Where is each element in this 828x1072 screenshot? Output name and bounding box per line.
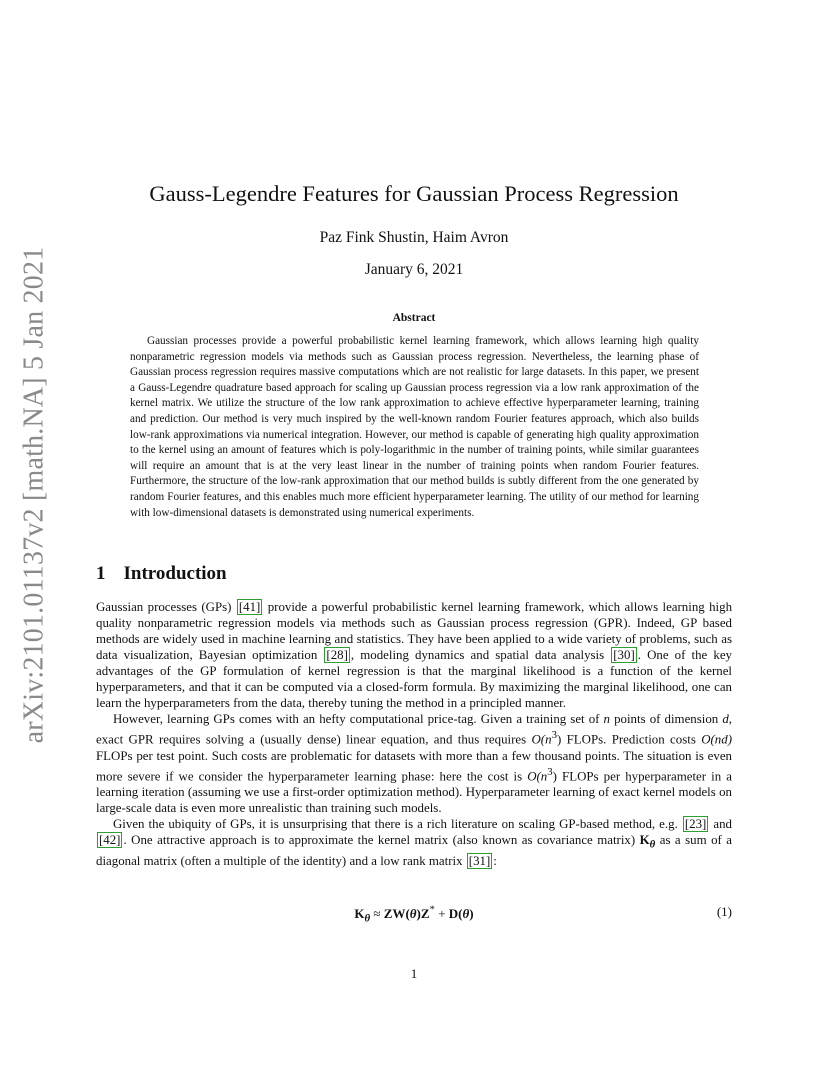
abstract-text: Gaussian processes provide a powerful probabilistic kernel learning framework, which allows learning high quality nonparametric regression models via methods such as Gaussian process regression. Nevertheless, the learning phase of Gaussian process regression requires massive computations which are not realistic for large datasets. In this paper, we present a Gauss-Legendre quadrature based approach for scaling up Gaussian process regression via a low rank approximation of the kernel matrix. We utilize the structure of the low rank approximation to achieve effective hyperparameter learning, training and prediction. Our method is very much inspired by the well-known random Fourier features approach, which also builds low-rank approximations via numerical integration. However, our method is capable of generating high quality approximation to the kernel using an amount of features which is poly-logarithmic in the number of training points, while similar guarantees will require an amount that is at the very least linear in the number of training points when random Fourier features. Furthermore, the structure of the low-rank approximation that our method builds is subtly different from the one generated by random Fourier features, and this enables much more efficient hyperparameter learning. The utility of our method for learning with low-dimensional datasets is demonstrated using numerical experiments. bbox=[130, 335, 699, 519]
citation-link[interactable]: [42] bbox=[99, 833, 121, 848]
section-heading bbox=[96, 563, 227, 585]
section-title: Introduction bbox=[123, 563, 227, 584]
paper-date: January 6, 2021 bbox=[364, 261, 464, 278]
body-text bbox=[96, 599, 732, 869]
citation-link[interactable]: [41] bbox=[238, 600, 261, 614]
arxiv-identifier bbox=[10, 246, 58, 744]
citation-link[interactable]: [28] bbox=[326, 648, 348, 663]
equation-1 bbox=[96, 904, 732, 925]
paper-authors: Paz Fink Shustin, Haim Avron bbox=[319, 229, 509, 246]
paragraph-1: Gaussian processes (GPs) [41] provide a powerful probabilistic kernel learning framework, which allows learning high quality nonparametric regression models via methods such as Gaussian process regression (GPR). Indeed, GP based methods are widely used in machine learning and statistics. They have been applied to a wide variety of problems, such as data visualization, Bayesian optimization [28] , modeling dynamics and spatial data analysis [30] . One of the key advantages of the GP formulation of kernel regression is that the marginal likelihood is a function of the kernel hyperparameters, and that it can be computed via a closed-form formula. By maximizing the marginal likelihood, one can learn the hyperparameters from the data, thereby tuning the method in a principled manner. bbox=[96, 600, 733, 711]
citation-link[interactable]: [31] bbox=[468, 853, 491, 868]
arxiv-identifier-text: arXiv:2101.01137v2 [math.NA] 5 Jan 2021 bbox=[18, 246, 50, 744]
citation-link[interactable]: [23] bbox=[684, 817, 707, 832]
abstract-heading: Abstract bbox=[392, 312, 436, 324]
citation-link[interactable]: [30] bbox=[613, 648, 635, 663]
paragraph-2: However, learning GPs comes with an hefty computational price-tag. Given a training set of n points of dimension d, exact GPR requires solving a (usually dense) linear equation, and thus requires $O(n^3)$ FLOPs. Prediction costs O(nd) FLOPs per test point. Such costs are problematic for datasets with more than a few thousand points. The situation is even more severe if we consider the hyperparameter learning phase: here the cost is $O(n^3)$ FLOPs per hyperparameter in a learning iteration (assuming we use a first-order optimization method). Hyperparameter learning of exact kernel models on large-scale data is even more unrealistic than training such models. bbox=[96, 712, 732, 816]
paper-title: Gauss-Legendre Features for Gaussian Process Regression bbox=[149, 181, 679, 206]
page-number: 1 bbox=[410, 966, 418, 981]
section-number: 1 bbox=[96, 563, 106, 584]
paragraph-3: Given the ubiquity of GPs, it is unsurprising that there is a rich literature on scaling GP-based method, e.g. [23] and [42] . One attractive approach is to approximate the kernel matrix (also known as covariance matrix) $K_\theta$ as a sum of a diagonal matrix (often a multiple of the identity) and a low rank matrix [31] : bbox=[96, 817, 732, 868]
equation-body: $K_\theta \approx ZW(\theta)Z^* + D(\theta)$ bbox=[354, 904, 474, 925]
equation-number: (1) bbox=[716, 904, 732, 919]
